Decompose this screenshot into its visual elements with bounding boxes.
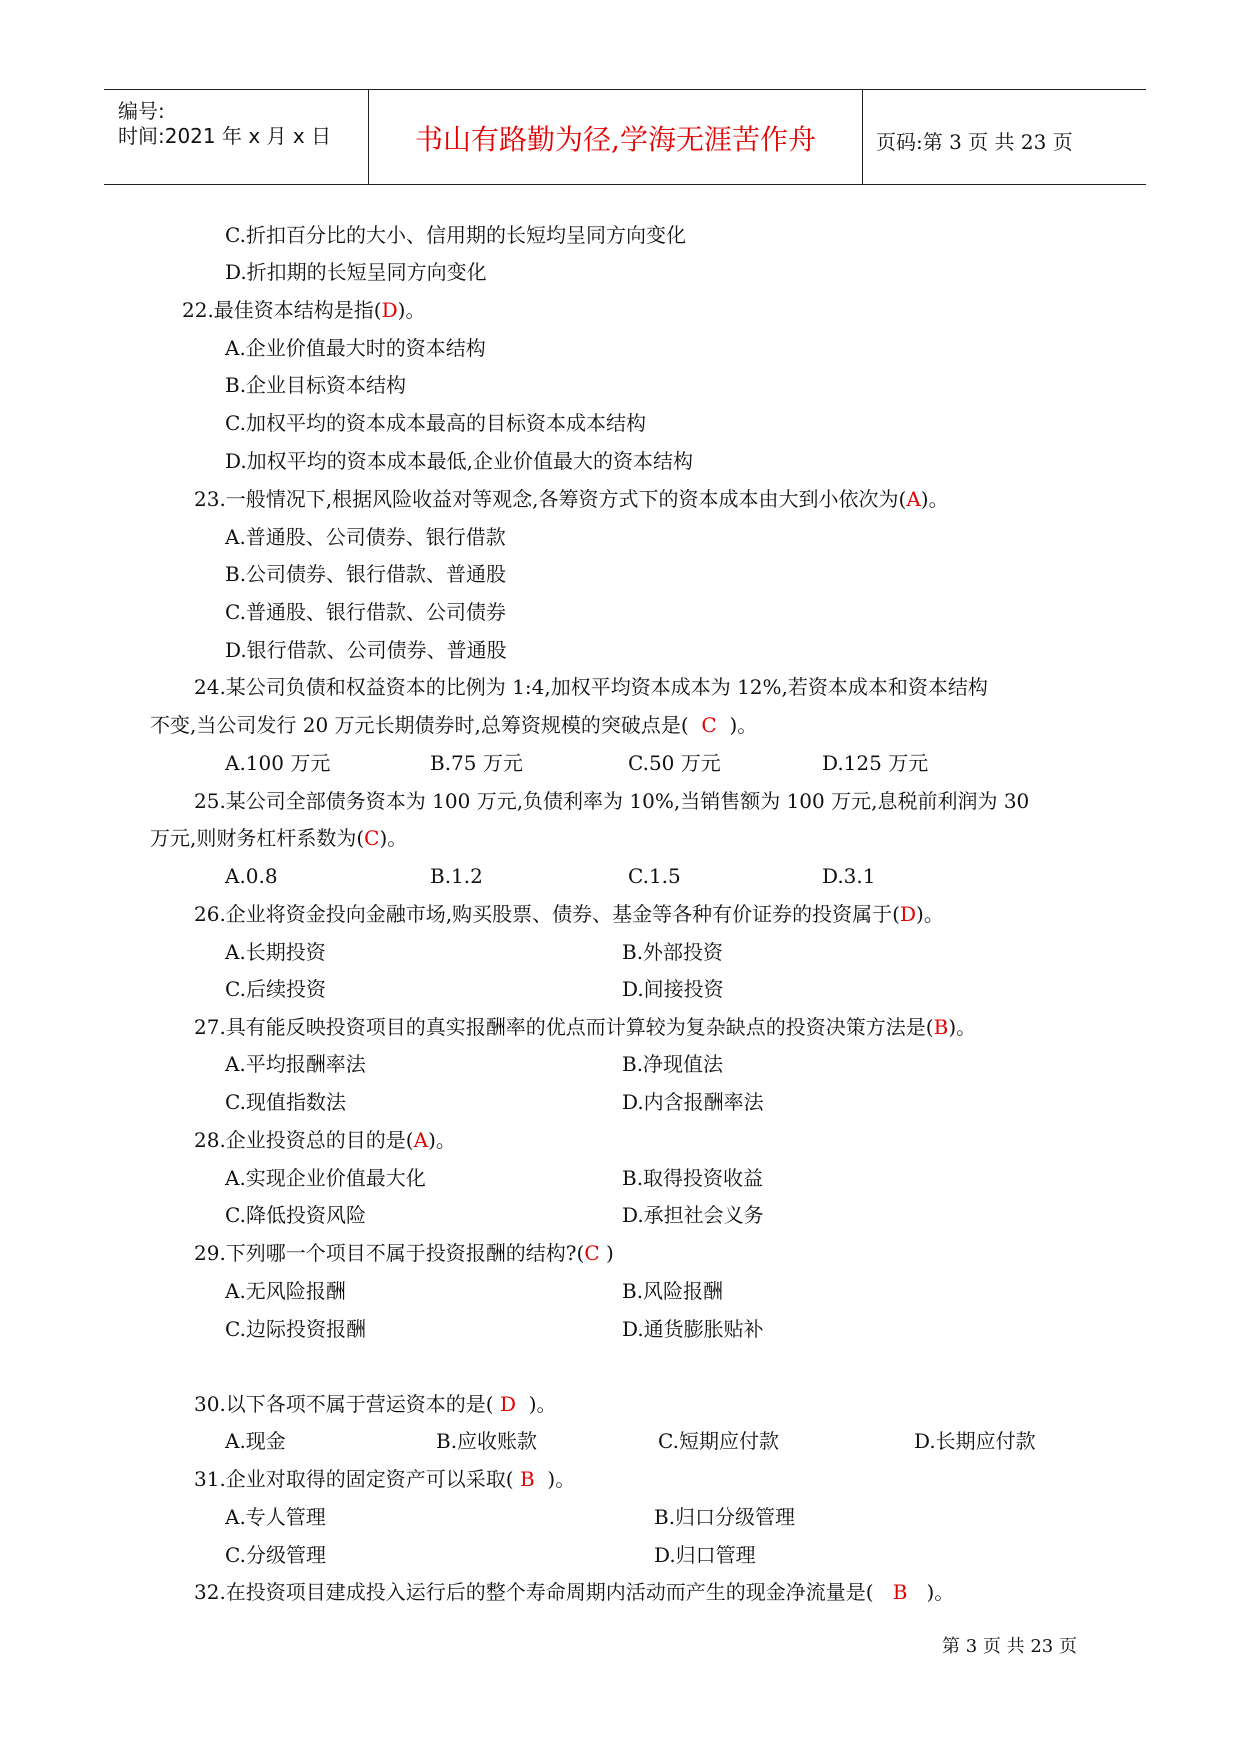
question-stem-end: )。 <box>379 826 408 850</box>
question-29-option-b: B.风险报酬 <box>622 1279 724 1303</box>
question-25-line-1: 25.某公司全部债务资本为 100 万元,负债利率为 10%,当销售额为 100 万元,息税前利润为 30 <box>194 789 1030 813</box>
question-29-option-a: A.无风险报酬 <box>225 1279 346 1303</box>
motto: 书山有路勤为径,学海无涯苦作舟 <box>415 123 816 156</box>
question-24-option-b: B.75 万元 <box>430 751 523 775</box>
question-25-option-a: A.0.8 <box>225 864 278 888</box>
question-28-option-d: D.承担社会义务 <box>622 1203 764 1227</box>
answer-mark: C <box>364 826 380 850</box>
question-23-option-d: D.银行借款、公司债券、普通股 <box>225 638 507 662</box>
answer-mark: B <box>933 1015 949 1039</box>
question-28 <box>194 1128 456 1152</box>
question-31-option-a: A.专人管理 <box>225 1505 326 1529</box>
question-stem: 28.企业投资总的目的是( <box>194 1128 414 1152</box>
question-22-option-d: D.加权平均的资本成本最低,企业价值最大的资本结构 <box>225 449 694 473</box>
question-stem: 不变,当公司发行 20 万元长期债券时,总筹资规模的突破点是( <box>150 713 689 737</box>
answer-mark: D <box>381 298 398 322</box>
question-21-option-d: D.折扣期的长短呈同方向变化 <box>225 260 487 284</box>
question-24-option-d: D.125 万元 <box>822 751 929 775</box>
question-25-line-2 <box>150 826 407 850</box>
question-23 <box>194 487 949 511</box>
question-stem-end: )。 <box>729 713 758 737</box>
answer-mark: C <box>584 1241 600 1265</box>
answer-mark: A <box>906 487 921 511</box>
question-31-option-b: B.归口分级管理 <box>654 1505 796 1529</box>
question-29 <box>194 1241 614 1265</box>
question-30-option-b: B.应收账款 <box>436 1429 538 1453</box>
question-22-option-b: B.企业目标资本结构 <box>225 373 407 397</box>
question-stem: 万元,则财务杠杆系数为( <box>150 826 365 850</box>
question-30 <box>194 1392 557 1416</box>
question-stem-end: )。 <box>528 1392 557 1416</box>
question-25-option-b: B.1.2 <box>430 864 483 888</box>
question-24-line-2 <box>150 713 757 737</box>
question-21-option-c: C.折扣百分比的大小、信用期的长短均呈同方向变化 <box>225 223 686 247</box>
question-27 <box>194 1015 976 1039</box>
question-28-option-c: C.降低投资风险 <box>225 1203 366 1227</box>
question-24-option-a: A.100 万元 <box>225 751 331 775</box>
question-32 <box>194 1580 954 1604</box>
question-31 <box>194 1467 575 1491</box>
page-footer: 第 3 页 共 23 页 <box>942 1636 1077 1657</box>
answer-mark: D <box>499 1392 517 1416</box>
question-30-option-a: A.现金 <box>225 1429 286 1453</box>
question-stem: 29.下列哪一个项目不属于投资报酬的结构?( <box>194 1241 585 1265</box>
question-stem: 27.具有能反映投资项目的真实报酬率的优点而计算较为复杂缺点的投资决策方法是( <box>194 1015 934 1039</box>
question-23-option-b: B.公司债券、银行借款、普通股 <box>225 562 507 586</box>
question-24-line-1: 24.某公司负债和权益资本的比例为 1:4,加权平均资本成本为 12%,若资本成本和资本结构 <box>194 675 988 699</box>
question-28-option-a: A.实现企业价值最大化 <box>225 1166 426 1190</box>
question-27-option-c: C.现值指数法 <box>225 1090 346 1114</box>
question-26-option-d: D.间接投资 <box>622 977 724 1001</box>
question-31-option-d: D.归口管理 <box>654 1543 756 1567</box>
page-number-label: 页码:第 3 页 共 23 页 <box>876 130 1073 154</box>
question-26-option-c: C.后续投资 <box>225 977 326 1001</box>
question-24-option-c: C.50 万元 <box>628 751 721 775</box>
question-stem-end: )。 <box>920 487 949 511</box>
question-stem: 31.企业对取得的固定资产可以采取( <box>194 1467 514 1491</box>
question-30-option-c: C.短期应付款 <box>658 1429 779 1453</box>
question-26 <box>194 902 944 926</box>
question-stem: 23.一般情况下,根据风险收益对等观念,各筹资方式下的资本成本由大到小依次为( <box>194 487 907 511</box>
question-stem-end: )。 <box>948 1015 977 1039</box>
question-stem: 26.企业将资金投向金融市场,购买股票、债券、基金等各种有价证券的投资属于( <box>194 902 900 926</box>
header-left-cell <box>104 90 368 184</box>
header-page-cell <box>862 90 1146 184</box>
question-27-option-b: B.净现值法 <box>622 1052 724 1076</box>
question-29-option-c: C.边际投资报酬 <box>225 1317 366 1341</box>
document-header <box>104 89 1146 185</box>
question-29-option-d: D.通货膨胀贴补 <box>622 1317 764 1341</box>
answer-mark: B <box>892 1580 908 1604</box>
header-motto-cell <box>368 90 863 184</box>
question-27-option-a: A.平均报酬率法 <box>225 1052 366 1076</box>
answer-mark: C <box>701 713 717 737</box>
question-28-option-b: B.取得投资收益 <box>622 1166 764 1190</box>
answer-mark: A <box>413 1128 429 1152</box>
question-stem-end: ) <box>606 1241 614 1265</box>
question-stem-end: )。 <box>397 298 426 322</box>
question-stem: 32.在投资项目建成投入运行后的整个寿命周期内活动而产生的现金净流量是( <box>194 1580 874 1604</box>
question-22 <box>182 298 425 322</box>
question-23-option-c: C.普通股、银行借款、公司债券 <box>225 600 506 624</box>
number-label: 编号: <box>118 99 165 123</box>
question-23-option-a: A.普通股、公司债券、银行借款 <box>225 525 506 549</box>
question-26-option-a: A.长期投资 <box>225 940 326 964</box>
answer-mark: B <box>519 1467 535 1491</box>
question-25-option-c: C.1.5 <box>628 864 681 888</box>
question-26-option-b: B.外部投资 <box>622 940 724 964</box>
question-27-option-d: D.内含报酬率法 <box>622 1090 764 1114</box>
answer-mark: D <box>899 902 917 926</box>
question-stem-end: )。 <box>428 1128 456 1152</box>
question-stem: 30.以下各项不属于营运资本的是( <box>194 1392 494 1416</box>
question-stem: 22.最佳资本结构是指( <box>182 298 382 322</box>
question-stem-end: )。 <box>926 1580 955 1604</box>
question-31-option-c: C.分级管理 <box>225 1543 326 1567</box>
question-stem-end: )。 <box>547 1467 576 1491</box>
question-22-option-c: C.加权平均的资本成本最高的目标资本成本结构 <box>225 411 646 435</box>
question-stem-end: )。 <box>916 902 944 926</box>
question-25-option-d: D.3.1 <box>822 864 876 888</box>
time-label: 时间:2021 年 x 月 x 日 <box>118 124 332 148</box>
question-30-option-d: D.长期应付款 <box>914 1429 1036 1453</box>
question-22-option-a: A.企业价值最大时的资本结构 <box>225 336 486 360</box>
